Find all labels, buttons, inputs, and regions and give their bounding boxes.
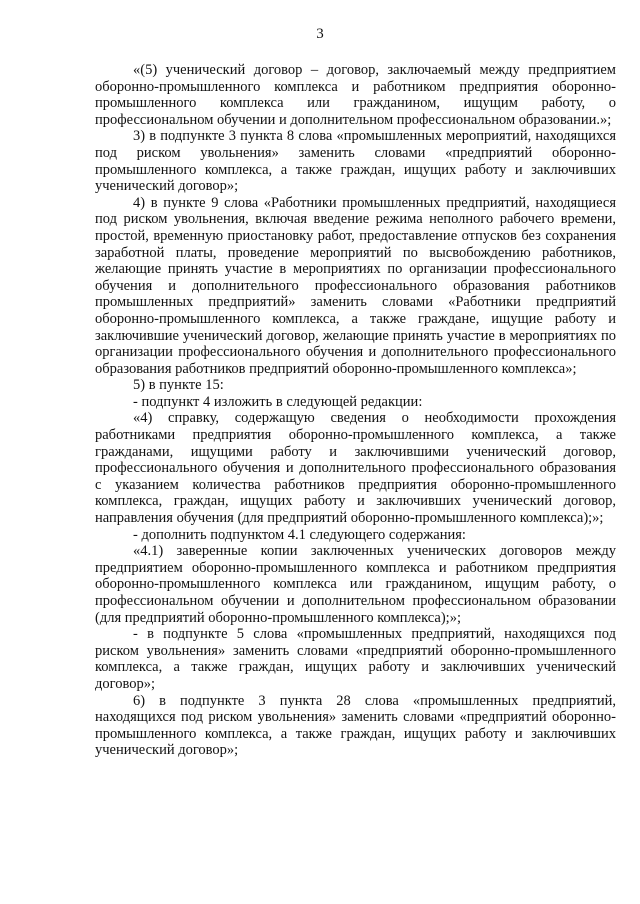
paragraph-item-6: 6) в подпункте 3 пункта 28 слова «промышленных предприятий, находящихся под риском увольнения» заменить словами «предприятий оборонно-промышленного комплекса, а также граждан, ищущих работу и заключивших ученический договор»; [95,692,616,759]
paragraph-item-4: 4) в пункте 9 слова «Работники промышленных предприятий, находящиеся под риском увольнения, включая введение режима неполного рабочего времени, простой, временную приостановку работ, предоставление отпусков без сохранения заработной платы, проведение мероприятий по высвобождению работников, желающие принять участие в мероприятиях по организации профессионального обучения и дополнительного профессионального образования работников промышленных предприятий» заменить словами «Работники предприятий оборонно-промышленного комплекса, а также граждане, ищущие работу и заключившие ученический договор, желающие принять участие в мероприятиях по организации профессионального обучения и дополнительного профессионального образования работников предприятий оборонно-промышленного комплекса»; [95,194,616,377]
paragraph-subitem-4-intro: - подпункт 4 изложить в следующей редакции: [133,393,423,410]
paragraph-subitem-4-1-intro: - дополнить подпунктом 4.1 следующего содержания: [133,526,466,543]
paragraph-definition-5: «(5) ученический договор – договор, заключаемый между предприятием оборонно-промышленного комплекса и работником предприятия оборонно-промышленного комплекса или гражданином, ищущим работу, о профессиональном обучении и дополнительном профессиональном образовании.»; [95,62,616,128]
document-body [95,62,616,759]
paragraph-item-5: 5) в пункте 15: [133,377,224,394]
paragraph-item-3: 3) в подпункте 3 пункта 8 слова «промышленных мероприятий, находящихся под риском увольнения» заменить словами «предприятий оборонно-промышленного комплекса, а также граждан, ищущих работу и заключивших ученический договор»; [95,128,616,195]
page-number: 3 [316,26,324,42]
paragraph-subitem-4-1-text: «4.1) заверенные копии заключенных ученических договоров между предприятием оборонно-промышленного комплекса и работником предприятия оборонно-промышленного комплекса или гражданином, ищущим работу, о профессиональном обучении и дополнительном профессиональном образовании (для предприятий оборонно-промышленного комплекса);»; [95,543,616,626]
paragraph-subitem-5: - в подпункте 5 слова «промышленных предприятий, находящихся под риском увольнения» заменить словами «предприятий оборонно-промышленного комплекса, а также граждан, ищущих работу и заключивших ученический договор»; [95,626,616,692]
paragraph-subitem-4-text: «4) справку, содержащую сведения о необходимости прохождения работниками предприятия оборонно-промышленного комплекса, а также гражданами, ищущими работу и заключившими ученический договор, профессионального обучения и дополнительного профессионального образования с указанием количества работников предприятия оборонно-промышленного комплекса, граждан, ищущих работу и заключивших ученический договор, направления обучения (для предприятий оборонно-промышленного комплекса);»; [95,410,616,527]
